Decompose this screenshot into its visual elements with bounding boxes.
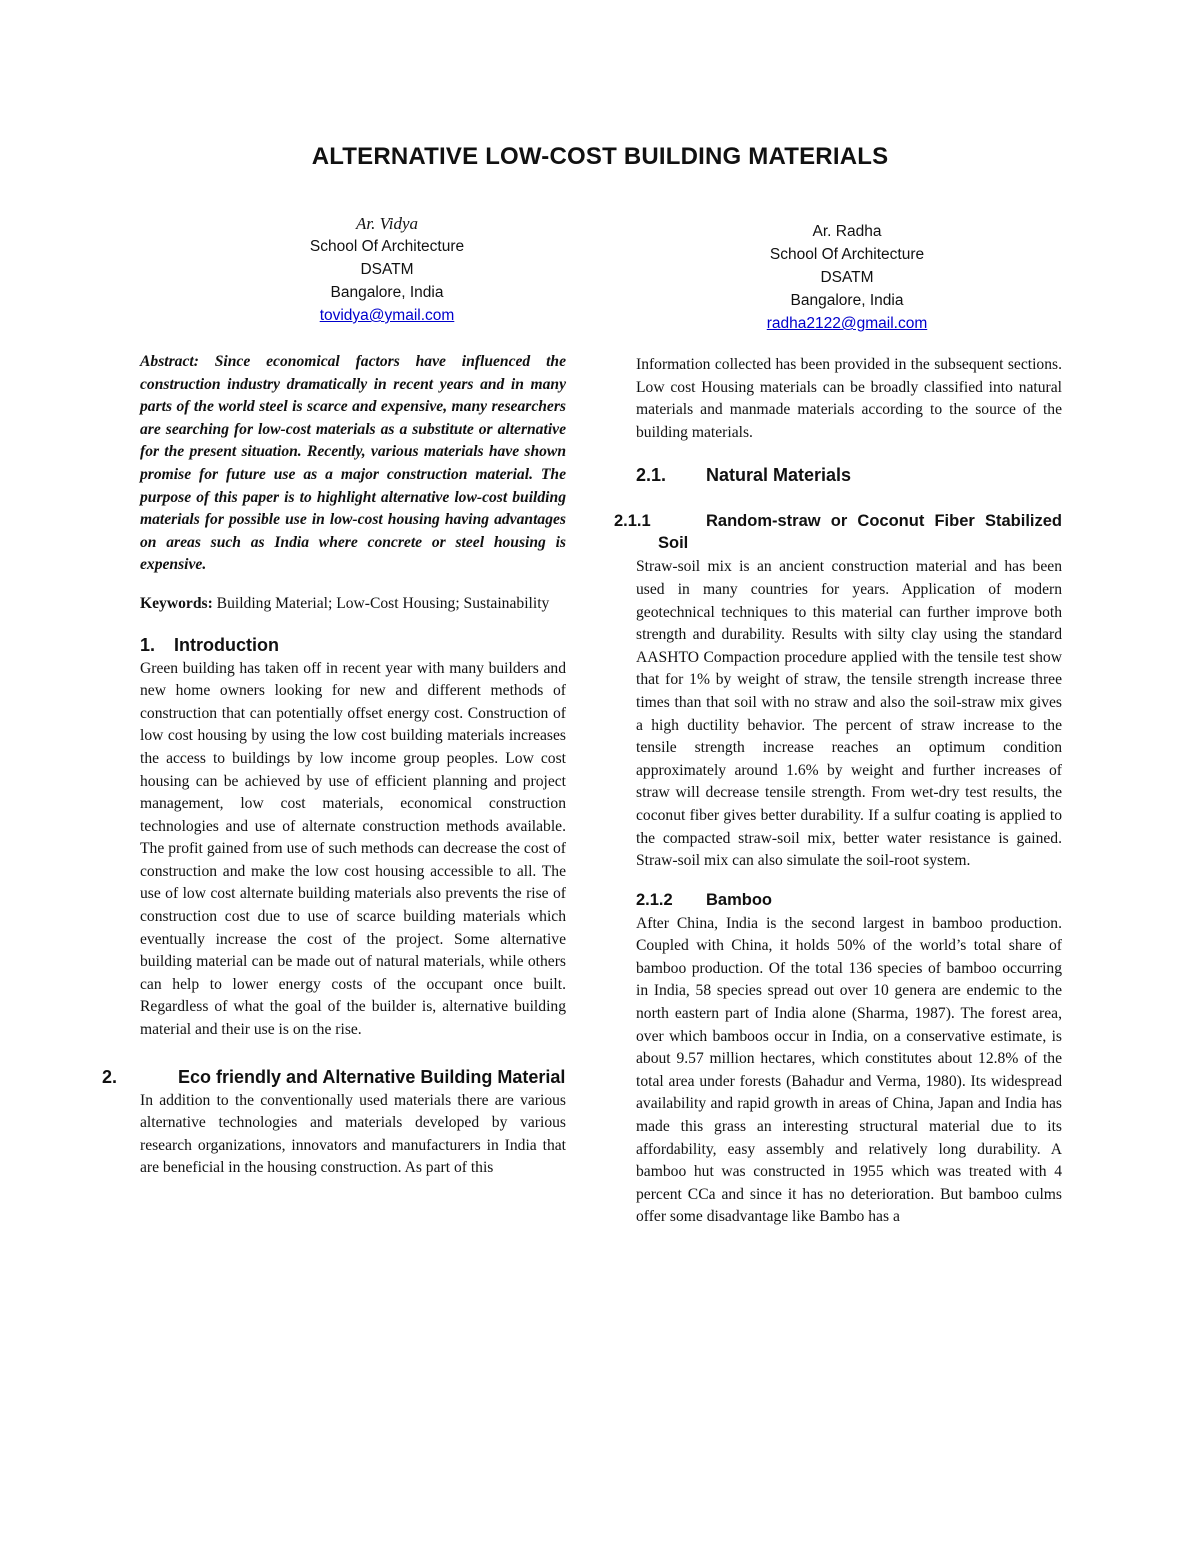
author-block-2 xyxy=(697,220,997,335)
author-location: Bangalore, India xyxy=(790,292,904,309)
section-number: 2.1.2 xyxy=(636,890,673,909)
abstract: Abstract: Since economical factors have influenced the construction industry dramatically in recent years and in many parts of the world steel is scarce and expensive, many researchers are searching for low-cost materials as a substitute or alternative for the present situation. Recently, various materials have shown promise for future use as a major construction material. The purpose of this paper is to highlight alternative low-cost building materials for possible use in low-cost housing having advantages on areas such as India where concrete or steel housing is expensive. xyxy=(140,353,566,574)
section-title: Bamboo xyxy=(706,890,772,909)
author-location: Bangalore, India xyxy=(330,284,444,301)
author-email-link[interactable]: tovidya@ymail.com xyxy=(319,307,455,324)
author-email-link[interactable]: radha2122@gmail.com xyxy=(766,315,928,332)
section-2-1-2-heading xyxy=(636,889,1062,911)
keywords-label: Keywords: xyxy=(140,594,213,612)
paper-title: ALTERNATIVE LOW-COST BUILDING MATERIALS xyxy=(311,143,889,170)
section-title: Natural Materials xyxy=(706,465,852,486)
author-name: Ar. Radha xyxy=(812,223,882,240)
left-column xyxy=(102,351,566,1180)
section-2-heading xyxy=(102,1066,566,1088)
section-2-body-right: Information collected has been provided in the subsequent sections. Low cost Housing materials can be broadly classified into natural materials and manmade materials according to the source of the building materials. xyxy=(636,356,1062,441)
section-title: Introduction xyxy=(174,634,279,655)
section-2-1-heading xyxy=(636,464,1062,486)
section-number: 2.1.1 xyxy=(614,512,651,531)
section-1-heading xyxy=(140,634,566,656)
author-school: School Of Architecture xyxy=(769,246,925,263)
keywords xyxy=(140,593,566,616)
section-2-1-1-body: Straw-soil mix is an ancient construction material and has been used in many countries for years. Application of modern geotechnical techniques to this material can further improve both strength and durability. Results with silty clay using the standard AASHTO Compaction procedure applied with the tensile test show that for 1% by weight of straw, the tensile strength increase three times than that soil with no straw and also the soil-straw mix gives a high ductility behavior. The percent of straw increase to the tensile strength increase reaches an optimum condition approximately around 1.6% by weight and further increases of straw will decrease tensile strength. From wet-dry test results, the coconut fiber gives better durability. If a sulfur coating is applied to the compacted straw-soil mix, better water resistance is gained. Straw-soil mix can also simulate the soil-root system. xyxy=(636,558,1062,870)
author-name: Ar. Vidya xyxy=(355,214,418,233)
section-title: Random-straw or Coconut Fiber Stabilized Soil xyxy=(658,512,1062,553)
section-number: 2. xyxy=(102,1066,118,1087)
author-block-1 xyxy=(237,212,537,327)
section-title: Eco friendly and Alternative Building Material xyxy=(178,1066,566,1087)
section-2-1-1-heading xyxy=(614,510,1062,554)
section-2-body-left: In addition to the conventionally used materials there are various alternative technologies and materials developed by various research organizations, innovators and manufacturers in India that are beneficial in the housing construction. As part of this xyxy=(140,1091,566,1177)
section-number: 1. xyxy=(140,634,156,655)
section-1-body: Green building has taken off in recent year with many builders and new home owners looking for new and different methods of construction that can potentially offset energy cost. Construction of low cost housing by using the low cost building materials increases the access to buildings by low income group peoples. Low cost housing can be achieved by use of efficient planning and project management, low cost materials, economical construction technologies and use of alternate construction methods available. The profit gained from use of such methods can decrease the cost of construction and make the low cost housing accessible to all. The use of low cost alternate building materials also prevents the rise of construction cost due to use of scarce building materials which eventually increase the cost of the project. Some alternative building material can be made out of natural materials, while others can help to lower energy costs of the occupant once built. Regardless of what the goal of the builder is, alternative building material and their use is on the rise. xyxy=(140,659,566,1039)
section-2-1-2-body: After China, India is the second largest in bamboo production. Coupled with China, it holds 50% of the world’s total share of bamboo production. Of the total 136 species of bamboo occurring in India, 58 species spread out over 10 genera are endemic to the north eastern part of India alone (Sharma, 1987). The forest area, over which bamboos occur in India, on a conservative estimate, is about 9.57 million hectares, which constitutes about 12.8% of the total area under forests (Bahadur and Verma, 1980). Its widespread availability and rapid growth in areas of China, Japan and India has made this grass an interesting structural material due to its affordability, easy assembly and relatively long durability. A bamboo hut was constructed in 1955 which was treated with 4 percent CCa and since it has no deterioration. But bamboo culms offer some disadvantage like Bambo has a xyxy=(636,914,1062,1226)
author-school: School Of Architecture xyxy=(309,238,465,255)
author-institute: DSATM xyxy=(360,261,414,278)
author-institute: DSATM xyxy=(820,269,874,286)
right-column xyxy=(614,354,1062,1229)
section-number: 2.1. xyxy=(636,465,667,486)
keywords-text: Building Material; Low-Cost Housing; Sustainability xyxy=(216,594,550,612)
